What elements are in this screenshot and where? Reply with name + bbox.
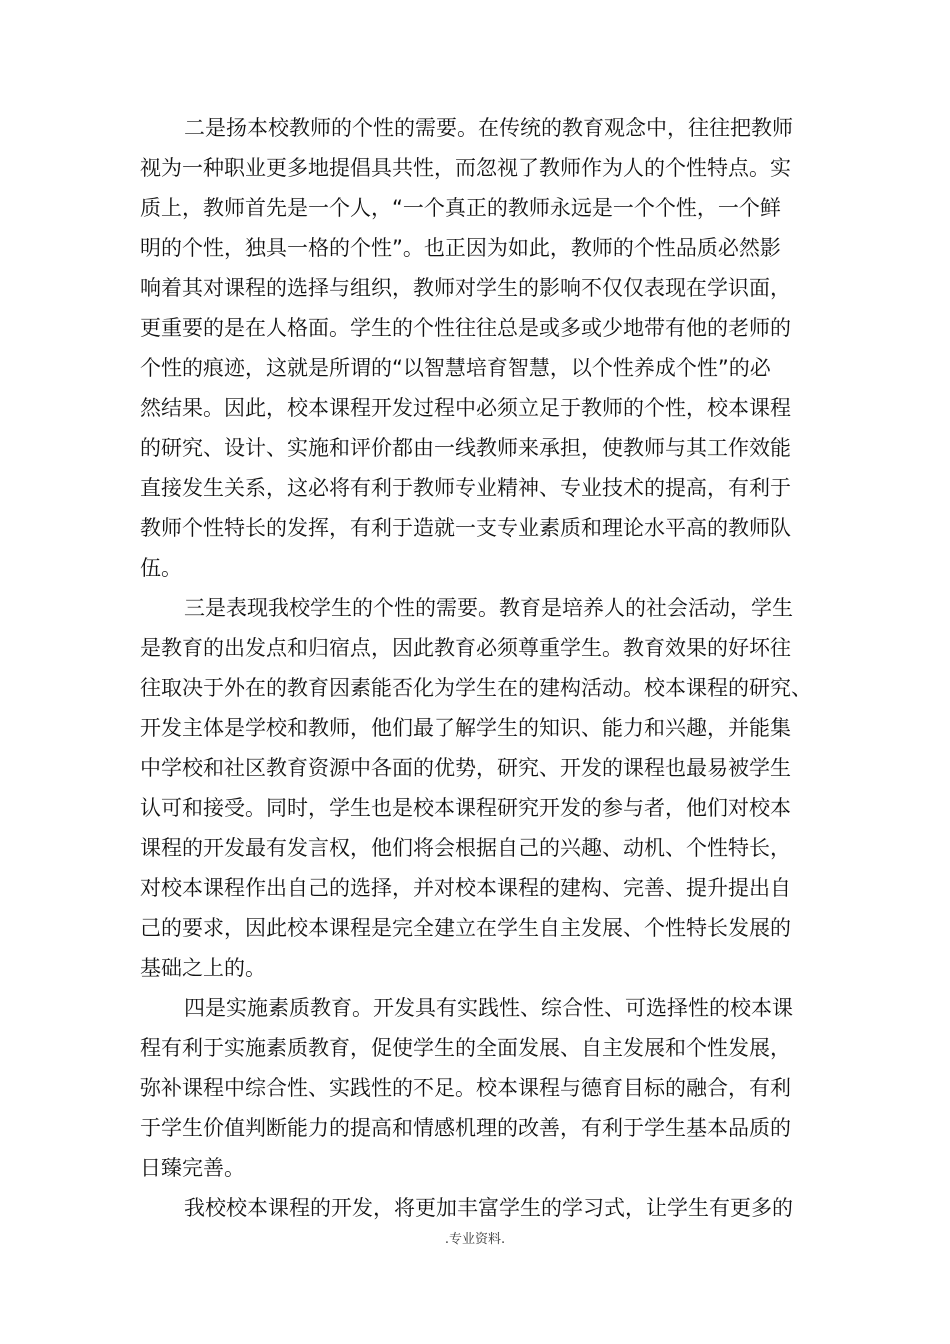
text-line: 是教育的出发点和归宿点，因此教育必须尊重学生。教育效果的好坏往	[140, 636, 791, 660]
text-line: 四是实施素质教育。开发具有实践性、综合性、可选择性的校本课	[184, 996, 793, 1020]
text-line: 明的个性，独具一格的个性”。也正因为如此，教师的个性品质必然影	[140, 236, 781, 260]
text-line: 认可和接受。同时，学生也是校本课程研究开发的参与者，他们对校本	[140, 796, 791, 820]
text-line: 弥补课程中综合性、实践性的不足。校本课程与德育目标的融合，有利	[140, 1076, 791, 1100]
text-line: 于学生价值判断能力的提高和情感机理的改善，有利于学生基本品质的	[140, 1116, 791, 1140]
paragraph	[140, 108, 820, 588]
text-line: 视为一种职业更多地提倡具共性，而忽视了教师作为人的个性特点。实	[140, 156, 791, 180]
text-line: 开发主体是学校和教师，他们最了解学生的知识、能力和兴趣，并能集	[140, 716, 791, 740]
text-line: 三是表现我校学生的个性的需要。教育是培养人的社会活动，学生	[184, 596, 793, 620]
text-line: 二是扬本校教师的个性的需要。在传统的教育观念中，往往把教师	[184, 116, 793, 140]
text-line: 程有利于实施素质教育，促使学生的全面发展、自主发展和个性发展，	[140, 1036, 791, 1060]
text-line: 日臻完善。	[140, 1156, 245, 1180]
text-line: 己的要求，因此校本课程是完全建立在学生自主发展、个性特长发展的	[140, 916, 791, 940]
text-line: 我校校本课程的开发，将更加丰富学生的学习式，让学生有更多的	[184, 1196, 793, 1220]
text-line: 个性的痕迹，这就是所谓的“以智慧培育智慧，以个性养成个性”的必	[140, 356, 771, 380]
text-line: 中学校和社区教育资源中各面的优势，研究、开发的课程也最易被学生	[140, 756, 791, 780]
text-line: 往取决于外在的教育因素能否化为学生在的建构活动。校本课程的研究、	[140, 676, 812, 700]
paragraph	[140, 588, 820, 988]
text-line: 伍。	[140, 556, 182, 580]
text-line: 基础之上的。	[140, 956, 266, 980]
text-line: 响着其对课程的选择与组织，教师对学生的影响不仅仅表现在学识面，	[140, 276, 791, 300]
page-footer: .专业资料.	[444, 1232, 506, 1247]
text-line: 教师个性特长的发挥，有利于造就一支专业素质和理论水平高的教师队	[140, 516, 791, 540]
text-line: 质上，教师首先是一个人，“一个真正的教师永远是一个个性，一个鲜	[140, 196, 781, 220]
text-line: 直接发生关系，这必将有利于教师专业精神、专业技术的提高，有利于	[140, 476, 791, 500]
text-line: 对校本课程作出自己的选择，并对校本课程的建构、完善、提升提出自	[140, 876, 791, 900]
text-line: 课程的开发最有发言权，他们将会根据自己的兴趣、动机、个性特长，	[140, 836, 791, 860]
paragraph	[140, 988, 820, 1188]
text-line: 更重要的是在人格面。学生的个性往往总是或多或少地带有他的老师的	[140, 316, 791, 340]
text-line: 的研究、设计、实施和评价都由一线教师来承担，使教师与其工作效能	[140, 436, 791, 460]
paragraph	[140, 1188, 820, 1228]
document-body	[140, 108, 820, 1228]
text-line: 然结果。因此，校本课程开发过程中必须立足于教师的个性，校本课程	[140, 396, 791, 420]
